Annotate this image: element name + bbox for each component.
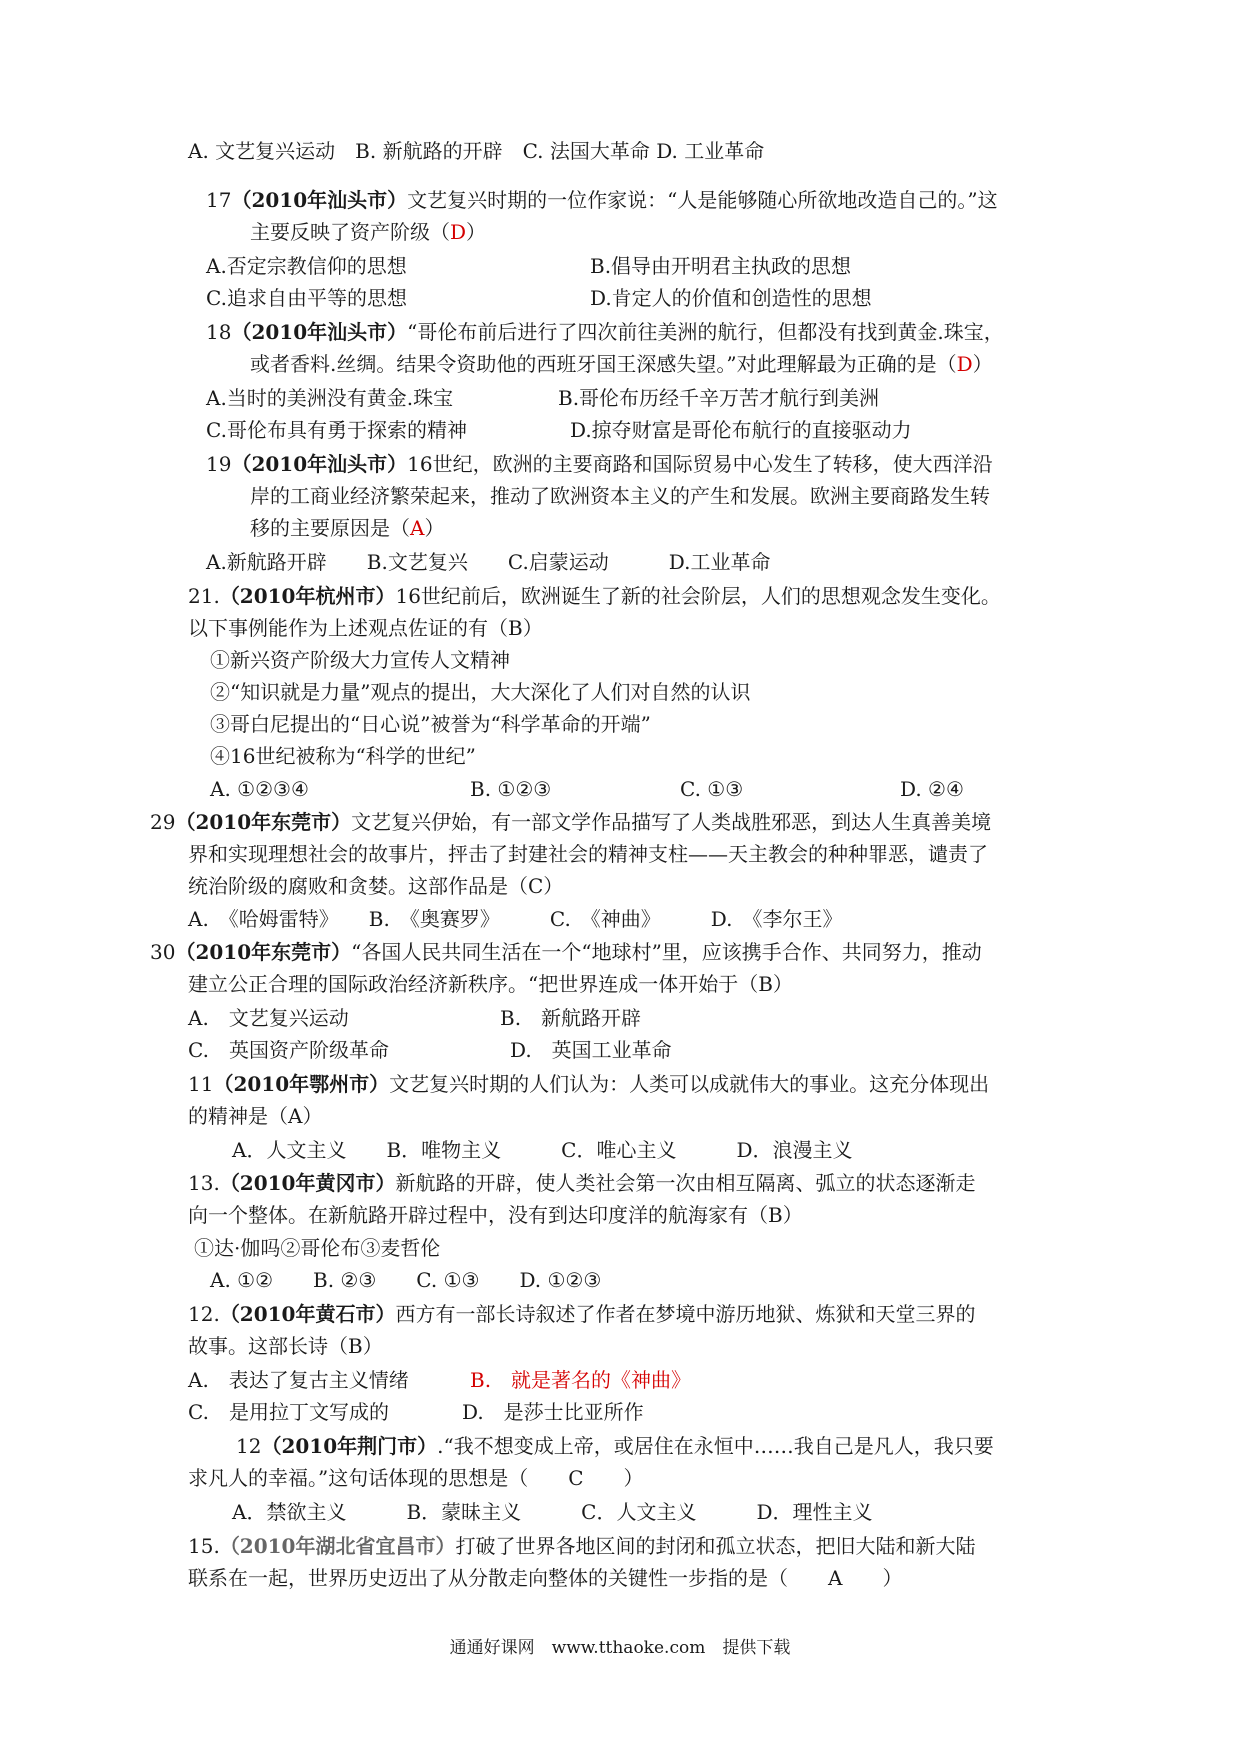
q21-item-4: ④16世纪被称为“科学的世纪”: [210, 744, 476, 768]
q12b-stem: 12（2010年荆门市）.“我不想变成上帝，或居住在永恒中……我自己是凡人，我只要: [236, 1434, 994, 1458]
q21-item-1: ①新兴资产阶级大力宣传人文精神: [210, 648, 510, 672]
q30-option-d: D. 英国工业革命: [510, 1038, 672, 1062]
q12b-stem-cont: 求凡人的幸福。”这句话体现的思想是（ C ）: [188, 1466, 644, 1490]
q18-option-a: A.当时的美洲没有黄金.珠宝: [206, 386, 454, 410]
q19-stem-cont: 岸的工商业经济繁荣起来，推动了欧洲资本主义的产生和发展。欧洲主要商路发生转: [250, 484, 990, 508]
q21-stem-cont: 以下事例能作为上述观点佐证的有（B）: [188, 616, 543, 640]
q19-options: A.新航路开辟 B.文艺复兴 C.启蒙运动 D.工业革命: [206, 550, 771, 574]
q11-options: A．人文主义 B．唯物主义 C．唯心主义 D．浪漫主义: [232, 1138, 853, 1162]
q13-stem: 13.（2010年黄冈市）新航路的开辟，使人类社会第一次由相互隔离、弧立的状态逐渐走: [188, 1171, 976, 1195]
answer-mark: D: [450, 220, 467, 244]
q29-stem-cont: 界和实现理想社会的故事片，抨击了封建社会的精神支柱——天主教会的种种罪恶，谴责了: [188, 842, 988, 866]
q21-item-2: ②“知识就是力量”观点的提出，大大深化了人们对自然的认识: [210, 680, 751, 704]
q12-stem: 12.（2010年黄石市）西方有一部长诗叙述了作者在梦境中游历地狱、炼狱和天堂三界的: [188, 1302, 976, 1326]
q12-option-a: A. 表达了复古主义情绪: [188, 1368, 409, 1392]
q12-option-c: C. 是用拉丁文写成的: [188, 1400, 389, 1424]
q30-stem: 30（2010年东莞市）“各国人民共同生活在一个“地球村”里，应该携手合作、共同努力，推动: [150, 940, 982, 964]
q29-stem: 29（2010年东莞市）文艺复兴伊始，有一部文学作品描写了人类战胜邪恶，到达人生真善美境: [150, 810, 992, 834]
q18-option-b: B.哥伦布历经千辛万苦才航行到美洲: [558, 386, 880, 410]
answer-mark: D: [956, 352, 973, 376]
q21-item-3: ③哥白尼提出的“日心说”被誉为“科学革命的开端”: [210, 712, 651, 736]
q12-option-d: D. 是莎士比亚所作: [462, 1400, 644, 1424]
q13-options: A. ①② B. ②③ C. ①③ D. ①②③: [210, 1268, 602, 1292]
q11-stem-cont: 的精神是（A）: [188, 1104, 323, 1128]
q13-items: ①达·伽吗②哥伦布③麦哲伦: [194, 1236, 441, 1260]
q30-stem-cont: 建立公正合理的国际政治经济新秩序。“把世界连成一体开始于（B）: [188, 972, 793, 996]
q17-stem-cont: 主要反映了资产阶级（D）: [250, 220, 487, 244]
q21-option-d: D. ②④: [900, 777, 964, 801]
q21-option-a: A. ①②③④: [210, 777, 309, 801]
q17-option-a: A.否定宗教信仰的思想: [206, 254, 407, 278]
page-footer: 通通好课网 www.tthaoke.com 提供下载: [449, 1638, 791, 1658]
q18-option-d: D.掠夺财富是哥伦布航行的直接驱动力: [570, 418, 912, 442]
q13-stem-cont: 向一个整体。在新航路开辟过程中，没有到达印度洋的航海家有（B）: [188, 1203, 803, 1227]
q18-stem-cont: 或者香料.丝绸。结果令资助他的西班牙国王深感失望。”对此理解最为正确的是（D）: [250, 352, 993, 376]
answer-mark: A: [410, 516, 425, 540]
q18-option-c: C.哥伦布具有勇于探索的精神: [206, 418, 467, 442]
q18-stem: 18（2010年汕头市）“哥伦布前后进行了四次前往美洲的航行，但都没有找到黄金.珠宝，: [206, 320, 1004, 344]
q21-option-b: B. ①②③: [470, 777, 552, 801]
q30-option-c: C. 英国资产阶级革命: [188, 1038, 389, 1062]
q17-option-d: D.肯定人的价值和创造性的思想: [590, 286, 872, 310]
q12-option-b: B. 就是著名的《神曲》: [470, 1368, 692, 1392]
q21-stem: 21.（2010年杭州市）16世纪前后，欧洲诞生了新的社会阶层，人们的思想观念发生变化。: [188, 584, 1001, 608]
q15-stem-cont: 联系在一起，世界历史迈出了从分散走向整体的关键性一步指的是（ A ）: [188, 1566, 903, 1590]
q19-stem: 19（2010年汕头市）16世纪，欧洲的主要商路和国际贸易中心发生了转移，使大西洋沿: [206, 452, 993, 476]
q30-option-a: A. 文艺复兴运动: [188, 1006, 349, 1030]
q29-stem-cont2: 统治阶级的腐败和贪婪。这部作品是（C）: [188, 874, 564, 898]
q21-option-c: C. ①③: [680, 777, 744, 801]
q17-option-b: B.倡导由开明君主执政的思想: [590, 254, 852, 278]
q12-stem-cont: 故事。这部长诗（B）: [188, 1334, 383, 1358]
q11-stem: 11（2010年鄂州市）文艺复兴时期的人们认为：人类可以成就伟大的事业。这充分体现出: [188, 1072, 990, 1096]
q12b-options: A．禁欲主义 B．蒙昧主义 C．人文主义 D．理性主义: [232, 1500, 873, 1524]
q17-option-c: C.追求自由平等的思想: [206, 286, 407, 310]
q15-stem: 15.（2010年湖北省宜昌市）打破了世界各地区间的封闭和孤立状态，把旧大陆和新大陆: [188, 1534, 976, 1558]
q17-stem: 17（2010年汕头市）文艺复兴时期的一位作家说：“人是能够随心所欲地改造自己的。”这: [206, 188, 998, 212]
q16-options: A. 文艺复兴运动 B. 新航路的开辟 C. 法国大革命 D. 工业革命: [188, 139, 765, 163]
q30-option-b: B. 新航路开辟: [500, 1006, 642, 1030]
q29-options: A. 《哈姆雷特》 B. 《奥赛罗》 C. 《神曲》 D. 《李尔王》: [188, 907, 843, 931]
q19-stem-cont2: 移的主要原因是（A）: [250, 516, 445, 540]
